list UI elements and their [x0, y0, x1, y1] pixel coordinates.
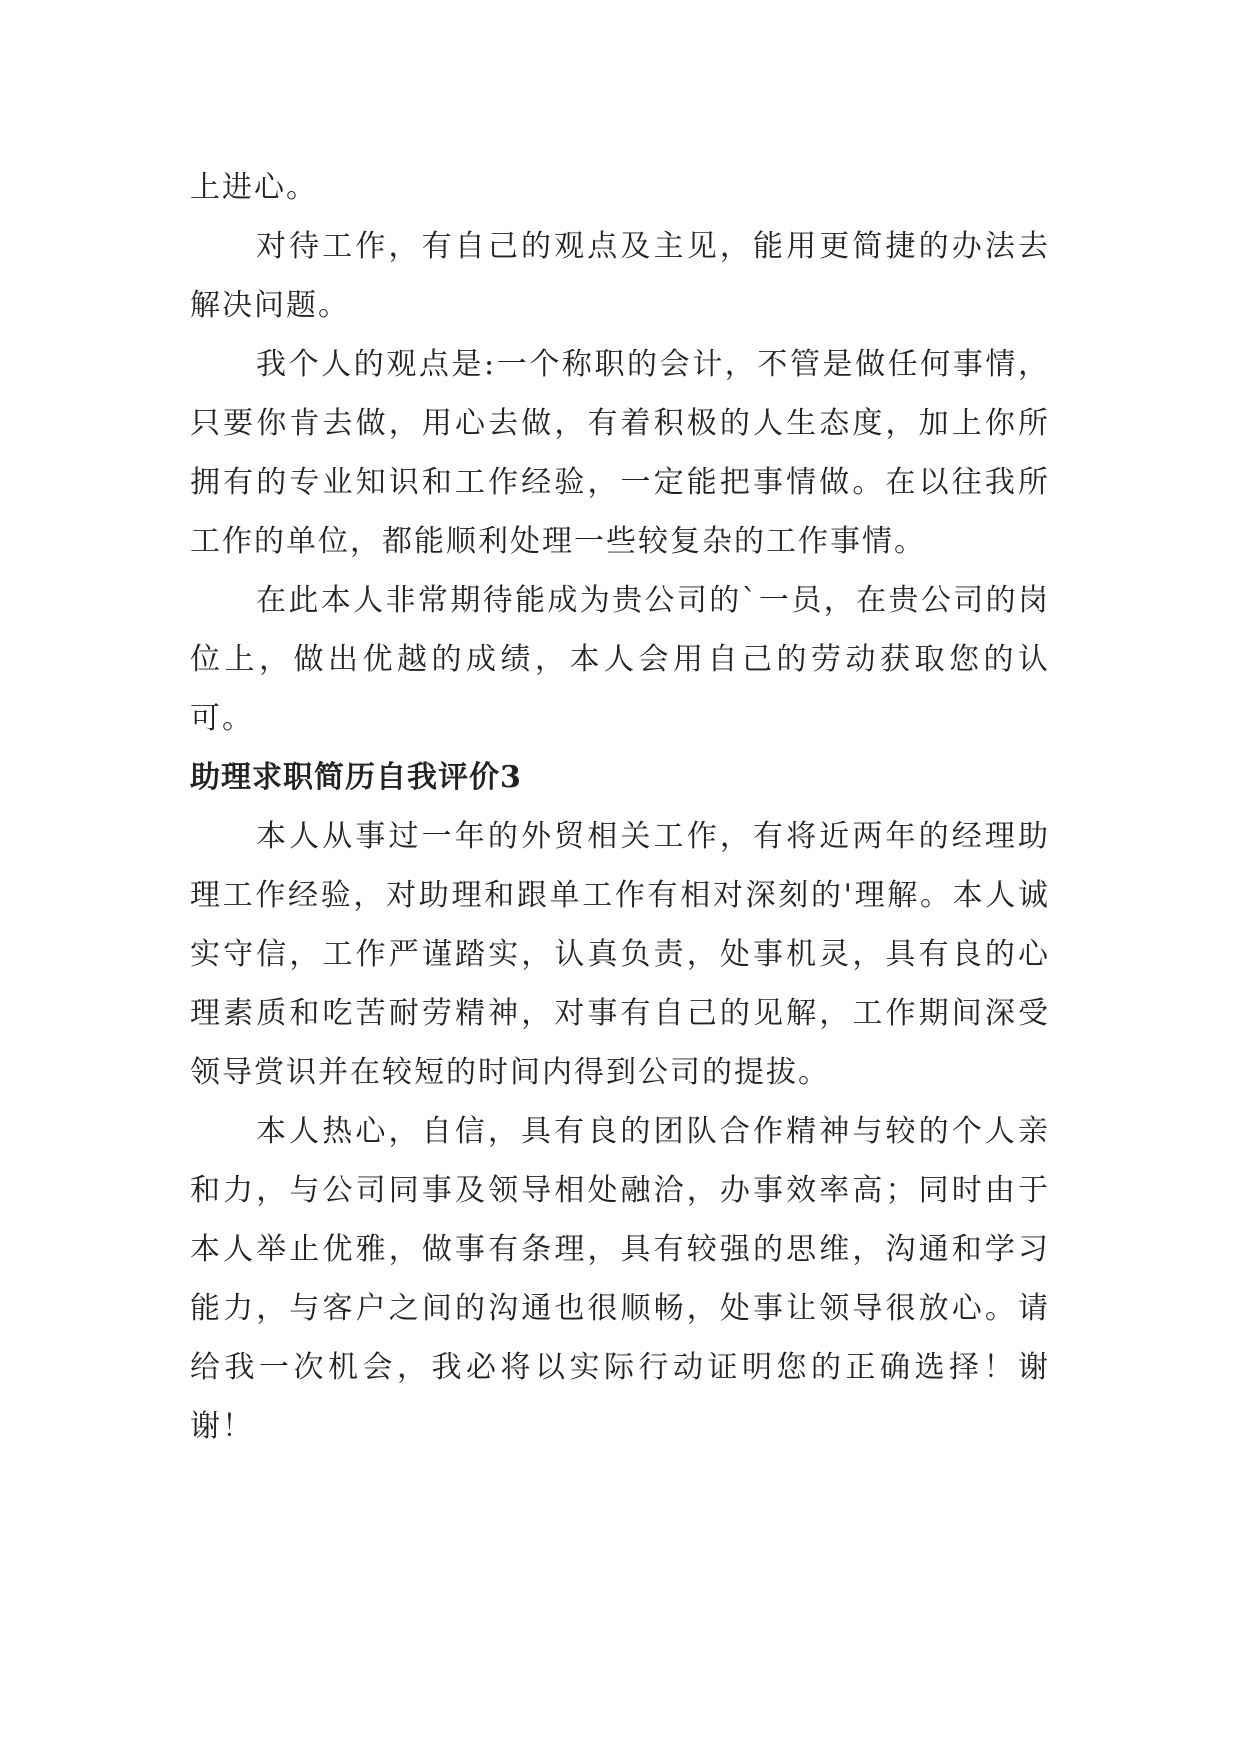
paragraph-continued: 上进心。 [190, 170, 318, 205]
section-heading: 助理求职简历自我评价3 [190, 760, 522, 795]
paragraph-opinion: 我个人的观点是:一个称职的会计，不管是做任何事情，只要你肯去做，用心去做，有着积极的人生态度，加上你所拥有的专业知识和工作经验，一定能把事情做。在以往我所工作的单位，都能顺利处理一些较复杂的工作事情。 [190, 347, 1050, 559]
paragraph-work-attitude: 对待工作，有自己的观点及主见，能用更简捷的办法去解决问题。 [190, 229, 1050, 323]
paragraph-personality: 本人热心，自信，具有良的团队合作精神与较的个人亲和力，与公司同事及领导相处融洽，办事效率高；同时由于本人举止优雅，做事有条理，具有较强的思维，沟通和学习能力，与客户之间的沟通也很顺畅，处事让领导很放心。请给我一次机会，我必将以实际行动证明您的正确选择！谢谢！ [190, 1114, 1050, 1444]
paragraph-expectation: 在此本人非常期待能成为贵公司的`一员，在贵公司的岗位上，做出优越的成绩，本人会用自己的劳动获取您的认可。 [190, 583, 1050, 736]
document-body [190, 158, 1050, 1456]
paragraph-experience: 本人从事过一年的外贸相关工作，有将近两年的经理助理工作经验，对助理和跟单工作有相对深刻的'理解。本人诚实守信，工作严谨踏实，认真负责，处事机灵，具有良的心理素质和吃苦耐劳精神，对事有自己的见解，工作期间深受领导赏识并在较短的时间内得到公司的提拔。 [190, 819, 1050, 1090]
